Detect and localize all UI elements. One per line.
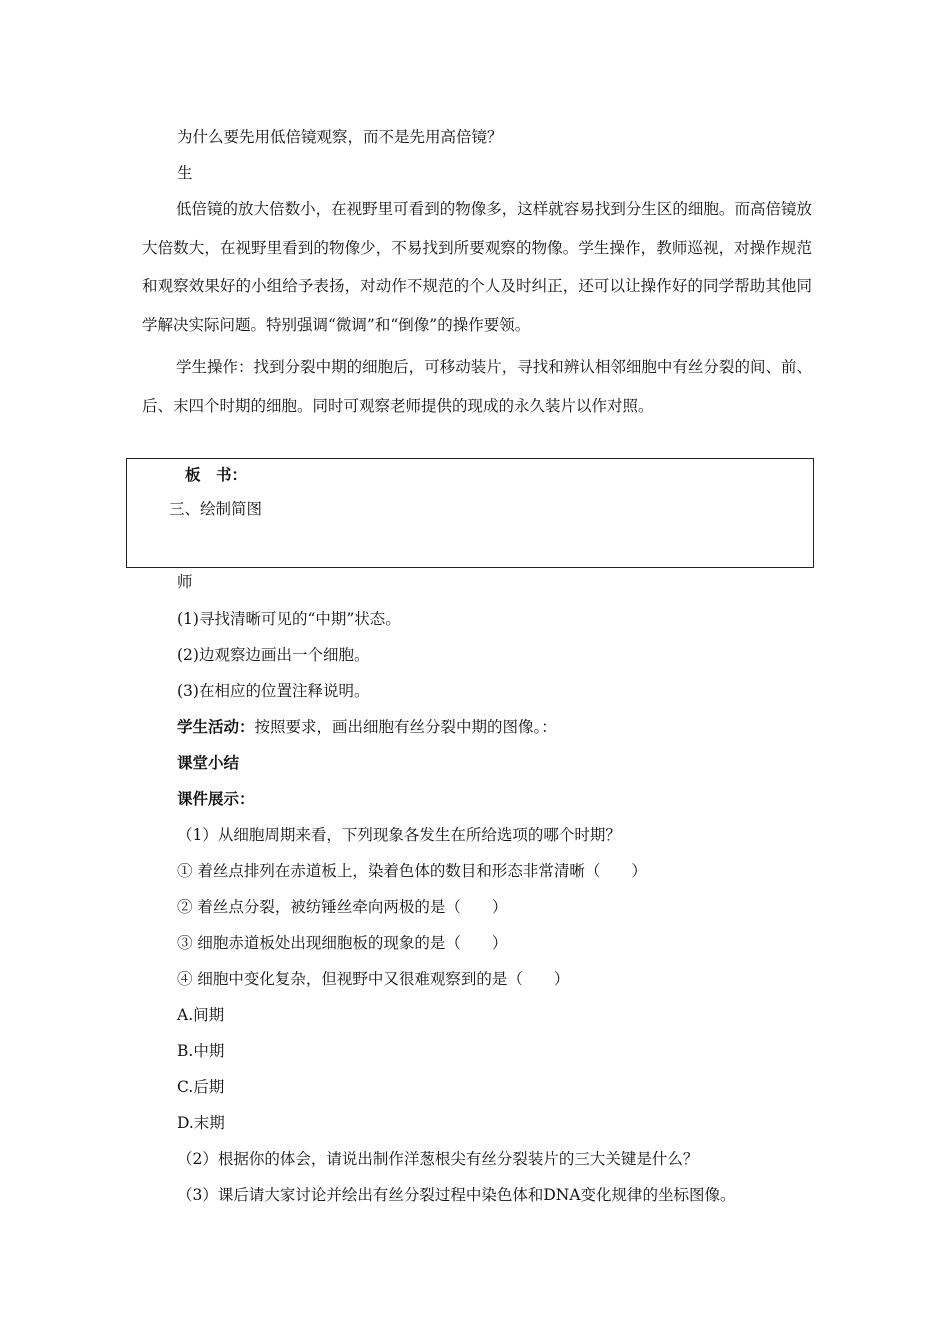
option-c: C.后期 (177, 1078, 225, 1096)
courseware-label: 课件展示： (177, 789, 255, 808)
board-title: 板 书： (185, 465, 248, 484)
summary-heading: 课堂小结 (177, 753, 240, 772)
activity-label: 学生活动： (177, 717, 255, 736)
question-1-item: ③ 细胞赤道板处出现细胞板的现象的是（ ） (177, 934, 508, 952)
step-item: (1)寻找清晰可见的“中期”状态。 (177, 610, 401, 628)
answer-paragraph: 低倍镜的放大倍数小，在视野里可看到的物像多，这样就容易找到分生区的细胞。而高倍镜放大倍数大，在视野里看到的物像少，不易找到所要观察的物像。学生操作，教师巡视，对操作规范和观察效果好的小组给予表扬，对动作不规范的个人及时纠正，还可以让操作好的同学帮助其他同学解决实际问题。特别强调“微调”和“倒像”的操作要领。 (142, 200, 812, 334)
option-b: B.中期 (177, 1042, 225, 1060)
question-2: （2）根据你的体会，请说出制作洋葱根尖有丝分裂装片的三大关键是什么？ (177, 1150, 699, 1168)
question-1: （1）从细胞周期来看，下列现象各发生在所给选项的哪个时期？ (177, 826, 621, 844)
option-d: D.末期 (177, 1114, 225, 1132)
teacher-label: 师 (177, 573, 193, 591)
question-1-item: ② 着丝点分裂，被纺锤丝牵向两极的是（ ） (177, 898, 508, 916)
question-3: （3）课后请大家讨论并绘出有丝分裂过程中染色体和DNA变化规律的坐标图像。 (177, 1186, 736, 1204)
question-1-item: ① 着丝点排列在赤道板上，染着色体的数目和形态非常清晰（ ） (177, 862, 647, 880)
option-a: A.间期 (177, 1006, 225, 1024)
blackboard-box (126, 458, 814, 568)
step-item: (2)边观察边画出一个细胞。 (177, 646, 370, 664)
student-activity (177, 717, 557, 737)
activity-text: 按照要求，画出细胞有丝分裂中期的图像。： (254, 718, 557, 736)
student-label: 生 (177, 164, 193, 182)
operation-paragraph: 学生操作：找到分裂中期的细胞后，可移动装片，寻找和辨认相邻细胞中有丝分裂的间、前、后、末四个时期的细胞。同时可观察老师提供的现成的永久装片以作对照。 (142, 358, 812, 415)
question-1-item: ④ 细胞中变化复杂，但视野中又很难观察到的是（ ） (177, 970, 570, 988)
board-item: 三、绘制简图 (169, 500, 263, 518)
step-item: (3)在相应的位置注释说明。 (177, 682, 370, 700)
question-line: 为什么要先用低倍镜观察，而不是先用高倍镜？ (177, 128, 503, 146)
